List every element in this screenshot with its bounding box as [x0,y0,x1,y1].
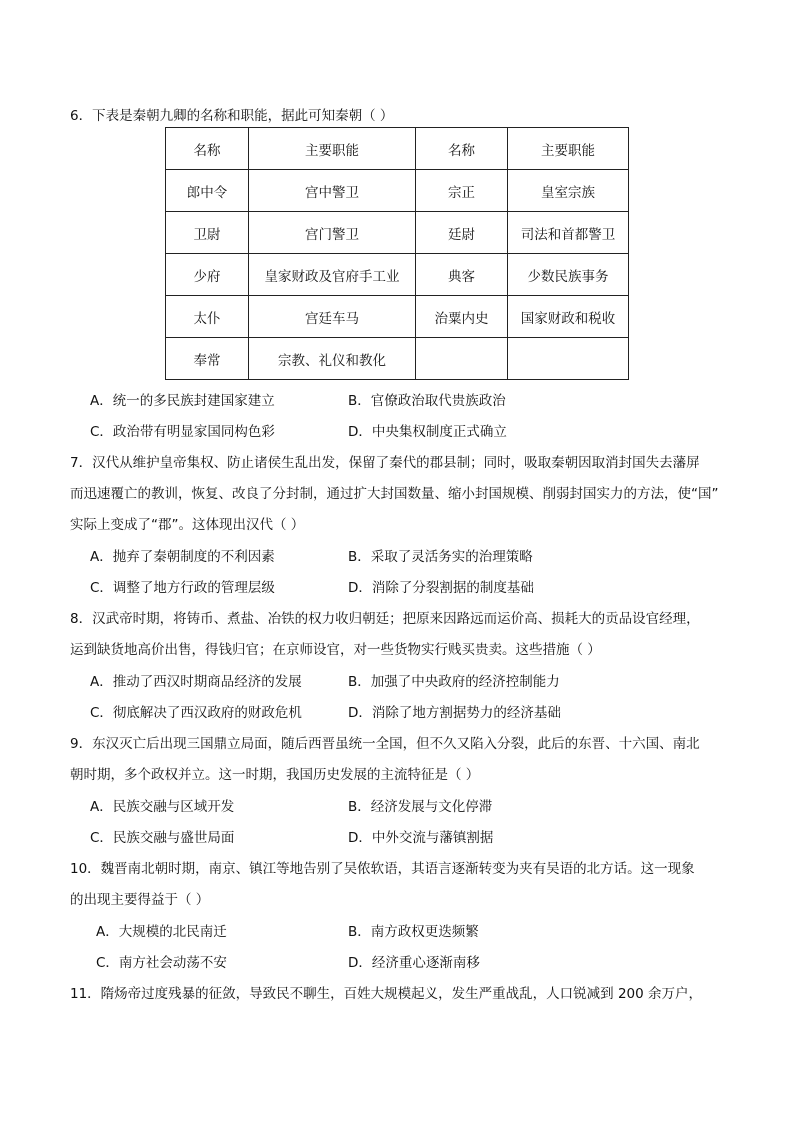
table-cell [508,338,629,380]
table-cell: 宗正 [416,170,508,212]
q8-option-b[interactable]: B．加强了中央政府的经济控制能力 [348,674,560,690]
table-cell: 宗教、礼仪和教化 [249,338,416,380]
question-10-line-1: 10．魏晋南北朝时期，南京、镇江等地告别了吴侬软语，其语言逐渐转变为夹有吴语的北方话。这一现象 [70,861,695,877]
table-cell: 治粟内史 [416,296,508,338]
table-row [166,254,629,296]
table-cell: 宫中警卫 [249,170,416,212]
q8-option-d[interactable]: D．消除了地方割据势力的经济基础 [348,705,561,721]
qin-nine-ministers-table [165,127,629,380]
q6-option-b[interactable]: B．官僚政治取代贵族政治 [348,393,506,409]
q6-option-c[interactable]: C．政治带有明显家国同构色彩 [90,424,275,440]
question-9-line-2: 朝时期，多个政权并立。这一时期，我国历史发展的主流特征是（ ） [70,767,480,783]
question-11-line-1: 11．隋炀帝过度残暴的征敛，导致民不聊生，百姓大规模起义，发生严重战乱，人口锐减到 200 余万户， [70,986,703,1002]
table-cell: 卫尉 [166,212,249,254]
header-cell: 主要职能 [508,128,629,170]
q10-option-b[interactable]: B．南方政权更迭频繁 [348,924,479,940]
header-cell: 主要职能 [249,128,416,170]
table-cell: 廷尉 [416,212,508,254]
table-row [166,296,629,338]
q10-option-a[interactable]: A．大规模的北民南迁 [96,924,227,940]
table-row [166,170,629,212]
q9-option-d[interactable]: D．中外交流与藩镇割据 [348,830,494,846]
question-7-line-1: 7．汉代从维护皇帝集权、防止诸侯生乱出发，保留了秦代的郡县制；同时，吸取秦朝因取消封国失去藩屏 [70,455,700,471]
header-cell: 名称 [166,128,249,170]
table-cell: 奉常 [166,338,249,380]
question-7-line-2: 而迅速覆亡的教训，恢复、改良了分封制，通过扩大封国数量、缩小封国规模、削弱封国实力的方法，使“国” [70,486,719,502]
q8-option-a[interactable]: A．推动了西汉时期商品经济的发展 [90,674,302,690]
q7-option-c[interactable]: C．调整了地方行政的管理层级 [90,580,275,596]
question-9-line-1: 9．东汉灭亡后出现三国鼎立局面，随后西晋虽统一全国，但不久又陷入分裂，此后的东晋、十六国、南北 [70,736,700,752]
q7-option-a[interactable]: A．抛弃了秦朝制度的不利因素 [90,549,275,565]
question-7-line-3: 实际上变成了“郡”。这体现出汉代（ ） [70,517,305,533]
question-6-stem: 6．下表是秦朝九卿的名称和职能，据此可知秦朝（ ） [70,108,394,124]
q9-option-c[interactable]: C．民族交融与盛世局面 [90,830,235,846]
table-cell: 国家财政和税收 [508,296,629,338]
question-8-line-1: 8．汉武帝时期，将铸币、煮盐、冶铁的权力收归朝廷；把原来因路远而运价高、损耗大的贡品设官经理， [70,611,700,627]
question-8-line-2: 运到缺货地高价出售，得钱归官；在京师设官，对一些货物实行贱买贵卖。这些措施（ ） [70,642,601,658]
table-cell: 皇室宗族 [508,170,629,212]
table-cell: 太仆 [166,296,249,338]
table-cell: 典客 [416,254,508,296]
table-cell: 少府 [166,254,249,296]
table-cell: 郎中令 [166,170,249,212]
q10-option-d[interactable]: D．经济重心逐渐南移 [348,955,480,971]
table-cell: 司法和首都警卫 [508,212,629,254]
table-cell [416,338,508,380]
question-10-line-2: 的出现主要得益于（ ） [70,892,210,908]
header-cell: 名称 [416,128,508,170]
table-header-row [166,128,629,170]
table-cell: 宫门警卫 [249,212,416,254]
table-cell: 皇家财政及官府手工业 [249,254,416,296]
table-cell: 少数民族事务 [508,254,629,296]
table-cell: 宫廷车马 [249,296,416,338]
q7-option-b[interactable]: B．采取了灵活务实的治理策略 [348,549,533,565]
table-row [166,212,629,254]
q10-option-c[interactable]: C．南方社会动荡不安 [96,955,227,971]
q7-option-d[interactable]: D．消除了分裂割据的制度基础 [348,580,534,596]
q8-option-c[interactable]: C．彻底解决了西汉政府的财政危机 [90,705,302,721]
q9-option-b[interactable]: B．经济发展与文化停滞 [348,799,493,815]
q6-option-d[interactable]: D．中央集权制度正式确立 [348,424,507,440]
q9-option-a[interactable]: A．民族交融与区域开发 [90,799,235,815]
table-row [166,338,629,380]
q6-option-a[interactable]: A．统一的多民族封建国家建立 [90,393,275,409]
